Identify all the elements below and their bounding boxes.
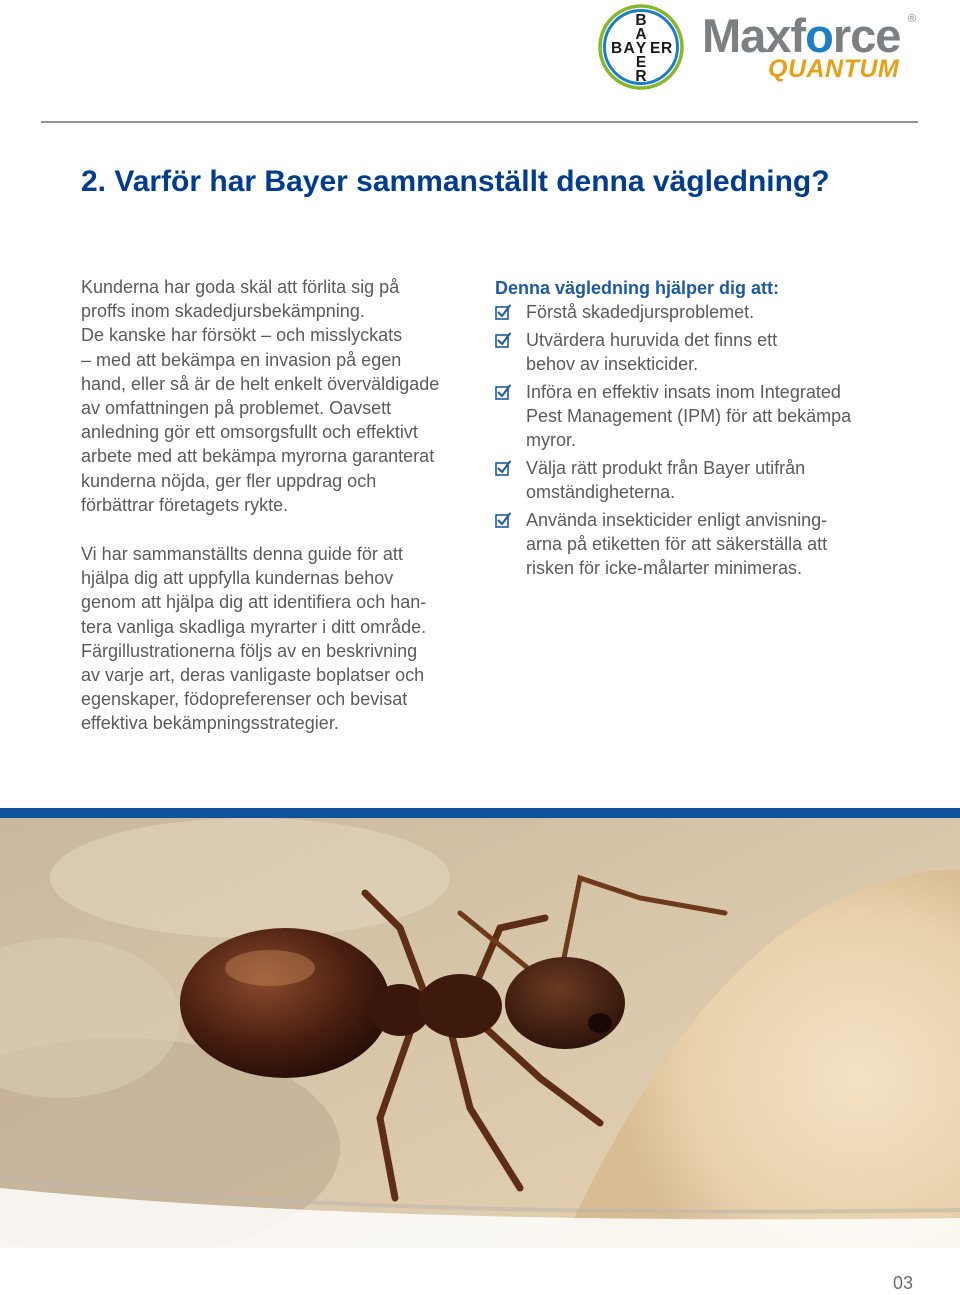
checkbox-checked-icon	[495, 460, 511, 476]
list-item-line: arna på etiketten för att säkerställa att	[526, 533, 828, 554]
list-item	[495, 456, 915, 504]
registered-mark: ®	[908, 13, 917, 25]
text-line: arbete med att bekämpa myrorna garanterat	[81, 446, 435, 467]
list-item-line: Välja rätt produkt från Bayer utifrån	[526, 457, 806, 478]
checkbox-checked-icon	[495, 384, 511, 400]
text-line: av omfattningen på problemet. Oavsett	[81, 398, 392, 419]
text-line: förbättrar företagets rykte.	[81, 494, 289, 515]
checkbox-checked-icon	[495, 304, 511, 320]
header-divider	[41, 121, 918, 123]
list-item-line: myror.	[526, 430, 577, 451]
text-line: Kunderna har goda skäl att förlita sig på	[81, 277, 400, 297]
list-item-line: Införa en effektiv insats inom Integrated	[526, 381, 841, 402]
bayer-row-b: B	[611, 40, 623, 57]
list-item	[495, 300, 915, 324]
guide-purpose-paragraph	[81, 542, 473, 736]
list-item-line: risken för icke-målarter minimeras.	[526, 558, 803, 579]
page-title: 2. Varför har Bayer sammanställt denna vägledning?	[81, 165, 830, 198]
quantum-wordmark: QUANTUM	[768, 55, 900, 83]
page-number: 03	[893, 1273, 914, 1293]
bayer-letter-e: E	[635, 54, 647, 71]
text-line: egenskaper, födopreferenser och bevisat	[81, 689, 408, 710]
list-item	[495, 328, 915, 376]
text-line: anledning gör ett omsorgsfullt och effektivt	[81, 422, 418, 443]
list-item-line: Pest Management (IPM) för att bekämpa	[526, 405, 852, 426]
text-line: tera vanliga skadliga myrarter i ditt område.	[81, 616, 427, 637]
text-line: Vi har sammanställts denna guide för att	[81, 544, 403, 564]
text-line: effektiva bekämpningsstrategier.	[81, 713, 339, 734]
ant-photo	[0, 818, 960, 1248]
benefit-checklist	[495, 300, 915, 584]
text-line: hand, eller så är de helt enkelt överväldigade	[81, 373, 440, 394]
list-item-line: omständigheterna.	[526, 481, 676, 502]
bayer-letter-a: A	[635, 26, 647, 43]
list-item-line: Förstå skadedjursproblemet.	[526, 302, 755, 322]
text-line: Färgillustrationerna följs av en beskrivning	[81, 640, 418, 661]
text-line: hjälpa dig att uppfylla kundernas behov	[81, 568, 394, 589]
text-line: proffs inom skadedjursbekämpning.	[81, 301, 365, 322]
checkbox-checked-icon	[495, 512, 511, 528]
maxforce-suffix: rce	[832, 9, 901, 62]
list-item-line: behov av insekticider.	[526, 353, 699, 374]
bayer-letter-b: B	[635, 12, 647, 29]
bayer-row-r: R	[661, 40, 673, 57]
bayer-letter-y: Y	[635, 40, 647, 57]
checkbox-checked-icon	[495, 332, 511, 348]
text-line: av varje art, deras vanligaste boplatser och	[81, 665, 425, 686]
bayer-cross-logo	[598, 4, 684, 90]
checklist-heading: Denna vägledning hjälper dig att:	[495, 278, 780, 298]
maxforce-prefix: Maxf	[702, 9, 806, 62]
intro-paragraph	[81, 275, 473, 517]
text-line: kunderna nöjda, ger fler uppdrag och	[81, 470, 377, 491]
text-line: genom att hjälpa dig att identifiera och han-	[81, 592, 427, 613]
list-item	[495, 380, 915, 453]
text-line: – med att bekämpa en invasion på egen	[81, 349, 402, 370]
bayer-letter-r: R	[635, 68, 647, 85]
text-line: De kanske har försökt – och misslyckats	[81, 325, 403, 346]
photo-top-band	[0, 808, 960, 818]
bayer-row-a: A	[623, 40, 635, 57]
list-item-line: Använda insekticider enligt anvisning-	[526, 509, 828, 530]
maxforce-swirl-icon: o	[805, 9, 833, 62]
list-item-line: Utvärdera huruvida det finns ett	[526, 329, 778, 350]
list-item	[495, 508, 915, 581]
bayer-row-e: E	[650, 40, 661, 57]
